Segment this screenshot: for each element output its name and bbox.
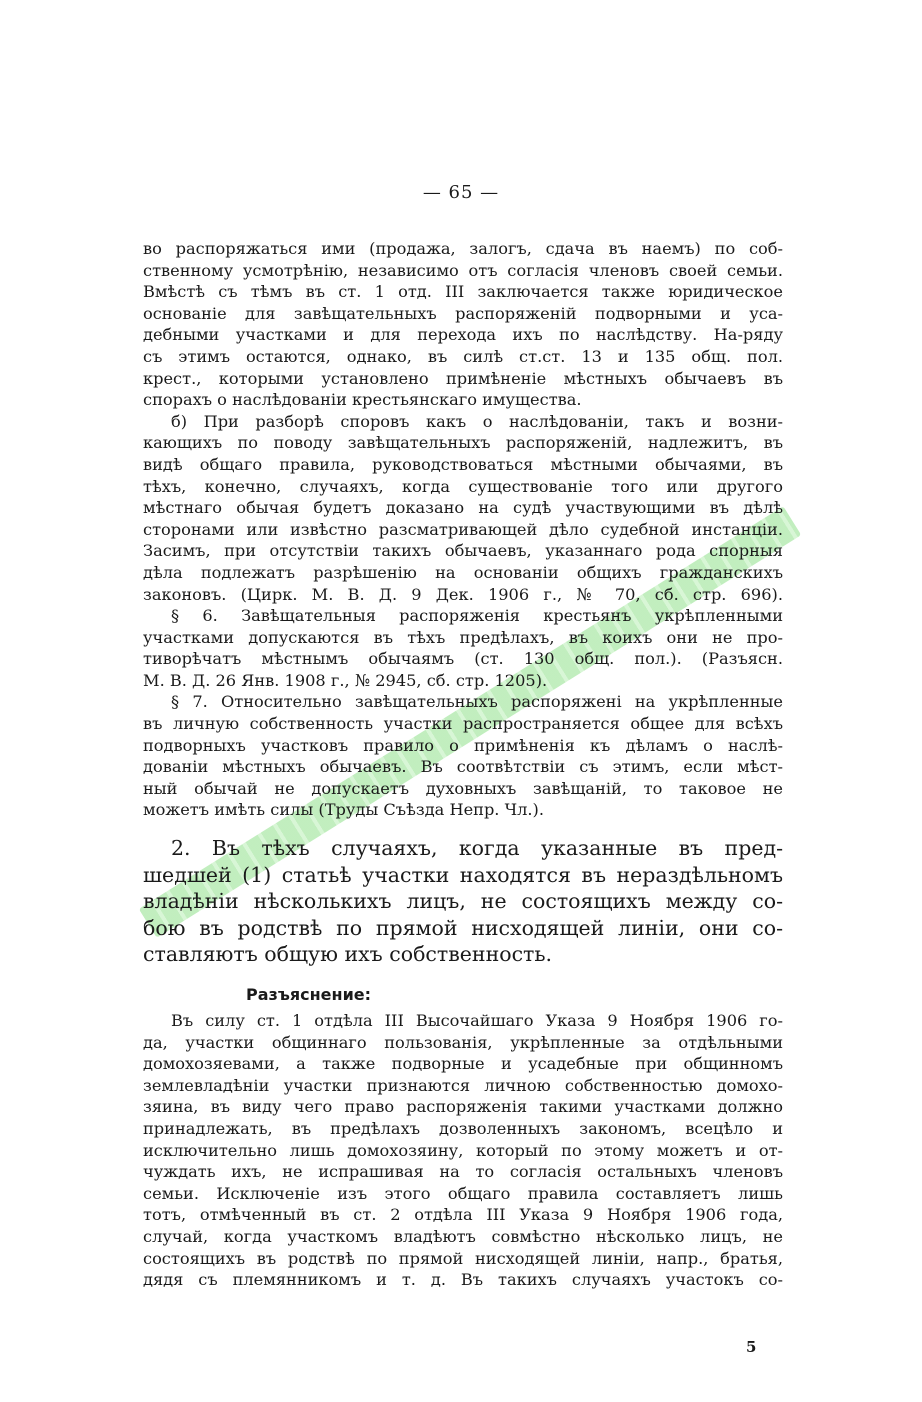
- text-line: во распоряжаться ими (продажа, залогъ, сдача въ наемъ) по соб-: [143, 239, 783, 258]
- text-line: дованіи мѣстныхъ обычаевъ. Въ соотвѣтствіи съ этимъ, если мѣст-: [143, 757, 783, 777]
- text-line: чуждать ихъ, не испрашивая на то согласія остальныхъ членовъ: [143, 1162, 783, 1182]
- text-line: § 6. Завѣщательныя распоряженія крестьянъ укрѣпленными: [171, 606, 783, 626]
- text-line: тиворѣчатъ мѣстнымъ обычаямъ (ст. 130 общ. пол.). (Разъясн.: [143, 649, 783, 669]
- text-line: спорахъ о наслѣдованіи крестьянскаго имущества.: [143, 390, 582, 410]
- text-line: участками допускаются въ тѣхъ предѣлахъ, въ коихъ они не про-: [143, 627, 783, 647]
- text-line: семьи. Исключеніе изъ этого общаго правила составляетъ лишь: [143, 1183, 783, 1203]
- article-line: бою въ родствѣ по прямой нисходящей линіи, они со-: [143, 915, 783, 940]
- body-text-lower: [143, 1010, 783, 1291]
- signature-mark: 5: [746, 1338, 757, 1356]
- text-line: землевладѣніи участки признаются личною собственностью домохо-: [143, 1075, 783, 1095]
- text-line: подворныхъ участковъ правило о примѣненія къ дѣламъ о наслѣ-: [143, 735, 783, 755]
- text-line: зяина, въ виду чего право распоряженія такими участками должно: [143, 1097, 783, 1117]
- article-text: [143, 835, 783, 968]
- article-line: 2. Въ тѣхъ случаяхъ, когда указанные въ пред-: [171, 836, 783, 860]
- text-line: дѣла подлежатъ разрѣшенію на основаніи общихъ гражданскихъ: [143, 562, 783, 582]
- text-line: кающихъ по поводу завѣщательныхъ распоряженій, надлежитъ, въ: [143, 433, 783, 453]
- body-text-upper: [143, 238, 783, 821]
- text-line: въ личную собственность участки распространяется общее для всѣхъ: [143, 714, 783, 734]
- article-line: шедшей (1) статьѣ участки находятся въ нераздѣльномъ: [143, 862, 783, 887]
- text-line: видѣ общаго правила, руководствоваться мѣстными обычаями, въ: [143, 454, 783, 474]
- text-line: случай, когда участкомъ владѣютъ совмѣстно нѣсколько лицъ, не: [143, 1226, 783, 1246]
- text-line: Въ силу ст. 1 отдѣла III Высочайшаго Указа 9 Ноября 1906 го-: [171, 1011, 783, 1030]
- page-number: — 65 —: [422, 182, 500, 203]
- text-line: § 7. Относительно завѣщательныхъ распоряжені на укрѣпленные: [171, 692, 783, 712]
- text-line: ный обычай не допускаетъ духовныхъ завѣщаній, то таковое не: [143, 778, 783, 798]
- text-line: законовъ. (Цирк. М. В. Д. 9 Дек. 1906 г., № 70, сб. стр. 696).: [143, 584, 783, 604]
- text-line: съ этимъ остаются, однако, въ силѣ ст.ст. 13 и 135 общ. пол.: [143, 346, 783, 366]
- text-line: б) При разборѣ споровъ какъ о наслѣдованіи, такъ и возни-: [171, 411, 783, 431]
- text-line: сторонами или извѣстно разсматривающей дѣло судебной инстанціи.: [143, 519, 783, 539]
- text-line: принадлежать, въ предѣлахъ дозволенныхъ закономъ, всецѣло и: [143, 1118, 783, 1138]
- text-line: ственному усмотрѣнію, независимо отъ согласія членовъ своей семьи.: [143, 260, 783, 280]
- text-line: основаніе для завѣщательныхъ распоряженій подворными и уса-: [143, 303, 783, 323]
- text-line: исключительно лишь домохозяину, который по этому можетъ и от-: [143, 1140, 783, 1160]
- section-heading: Разъяснение:: [246, 985, 372, 1004]
- text-line: дядя съ племянникомъ и т. д. Въ такихъ случаяхъ участокъ со-: [143, 1270, 783, 1290]
- text-line: М. В. Д. 26 Янв. 1908 г., № 2945, сб. стр. 1205).: [143, 670, 548, 690]
- article-line: владѣніи нѣсколькихъ лицъ, не состоящихъ между со-: [143, 889, 783, 913]
- text-line: Засимъ, при отсутствіи такихъ обычаевъ, указаннаго рода спорныя: [143, 541, 783, 561]
- text-line: домохозяевами, а также подворные и усадебные при общинномъ: [143, 1054, 783, 1074]
- text-line: состоящихъ въ родствѣ по прямой нисходящей линіи, напр., братья,: [143, 1248, 783, 1268]
- text-line: дебными участками и для перехода ихъ по наслѣдству. На-ряду: [143, 325, 783, 345]
- text-line: тотъ, отмѣченный въ ст. 2 отдѣла III Указа 9 Ноября 1906 года,: [143, 1205, 783, 1225]
- text-line: мѣстнаго обычая будетъ доказано на судѣ участвующими въ дѣлѣ: [143, 498, 783, 518]
- text-line: крест., которыми установлено примѣненіе мѣстныхъ обычаевъ въ: [143, 368, 783, 388]
- text-line: можетъ имѣть силы (Труды Съѣзда Непр. Чл.).: [143, 800, 545, 820]
- text-line: Вмѣстѣ съ тѣмъ въ ст. 1 отд. III заключается также юридическое: [143, 282, 783, 302]
- text-line: да, участки общиннаго пользованія, укрѣпленные за отдѣльными: [143, 1032, 783, 1052]
- article-line: ставляютъ общую ихъ собственность.: [143, 942, 553, 966]
- text-line: тѣхъ, конечно, случаяхъ, когда существованіе того или другого: [143, 476, 783, 496]
